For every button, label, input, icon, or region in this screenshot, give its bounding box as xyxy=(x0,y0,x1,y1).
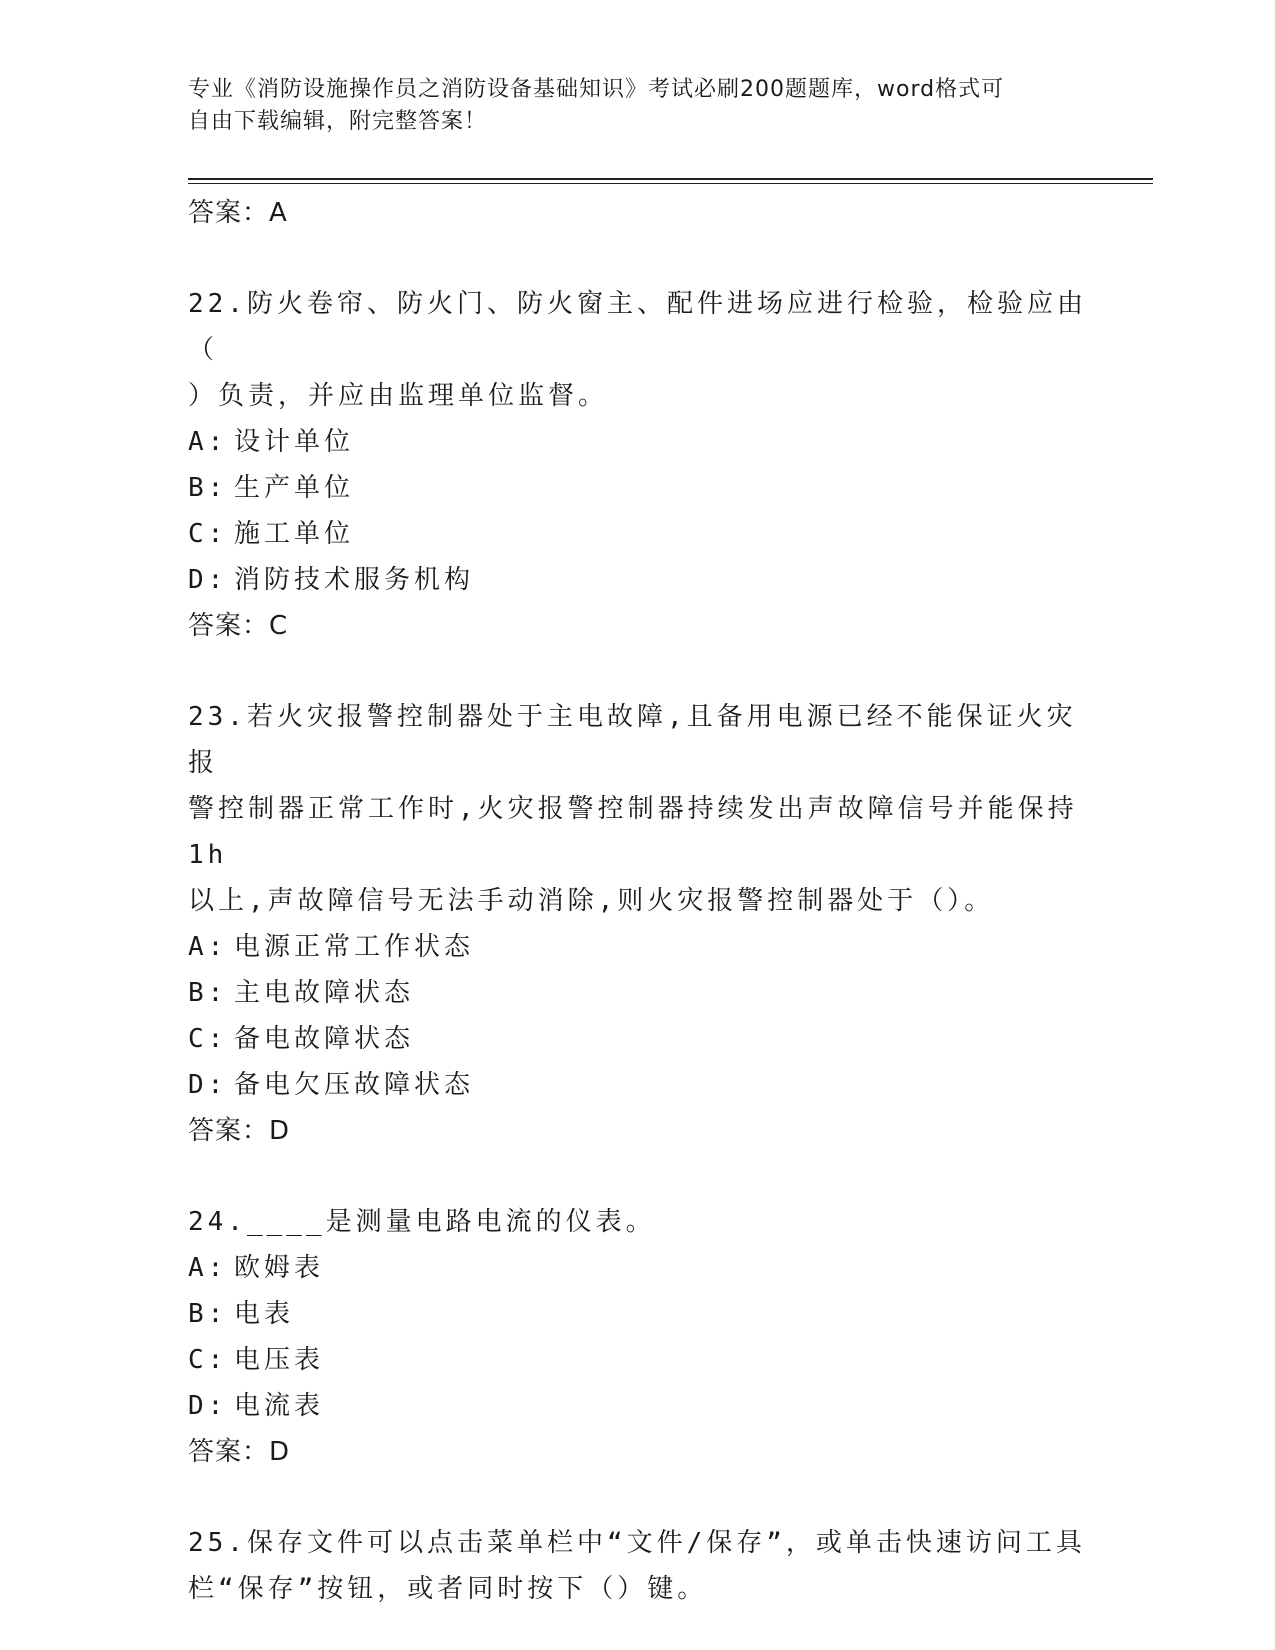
option-letter: D: xyxy=(188,565,228,595)
option-letter: C: xyxy=(188,1024,228,1054)
question-22-line-2: ）负责，并应由监理单位监督。 xyxy=(188,381,609,411)
question-23-option-d xyxy=(188,1062,1088,1108)
question-25 xyxy=(188,1520,1088,1612)
option-text: 电源正常工作状态 xyxy=(234,932,475,962)
option-letter: D: xyxy=(188,1070,228,1100)
question-list xyxy=(188,190,1088,1612)
option-text: 电流表 xyxy=(234,1391,325,1421)
option-letter: C: xyxy=(188,1345,228,1375)
document-header xyxy=(188,74,1088,138)
option-text: 欧姆表 xyxy=(234,1253,325,1283)
question-22-option-b xyxy=(188,465,1088,511)
option-letter: C: xyxy=(188,519,228,549)
question-23-option-c xyxy=(188,1016,1088,1062)
option-letter: B: xyxy=(188,978,228,1008)
question-23-line-2: 警控制器正常工作时,火灾报警控制器持续发出声故障信号并能保持1h xyxy=(188,794,1078,870)
header-line-1: 专业《消防设施操作员之消防设备基础知识》考试必刷200题题库，word格式可 xyxy=(188,77,1005,102)
option-letter: A: xyxy=(188,1253,228,1283)
option-text: 生产单位 xyxy=(234,473,355,503)
question-22-option-a xyxy=(188,419,1088,465)
question-24-option-d xyxy=(188,1383,1088,1429)
option-text: 电压表 xyxy=(234,1345,325,1375)
question-24-answer: 答案：D xyxy=(188,1437,291,1467)
header-divider-thick xyxy=(188,178,1153,180)
question-25-line-1: 25.保存文件可以点击菜单栏中“文件/保存”，或单击快速访问工具 xyxy=(188,1528,1086,1558)
option-text: 施工单位 xyxy=(234,519,355,549)
question-22-answer: 答案：C xyxy=(188,611,289,641)
option-text: 备电故障状态 xyxy=(234,1024,415,1054)
question-24-line-1: 24.____是测量电路电流的仪表。 xyxy=(188,1207,656,1237)
header-line-2: 自由下载编辑，附完整答案！ xyxy=(188,109,488,134)
question-23-line-1: 23.若火灾报警控制器处于主电故障,且备用电源已经不能保证火灾报 xyxy=(188,702,1077,778)
question-23-line-3: 以上,声故障信号无法手动消除,则火灾报警控制器处于（）。 xyxy=(188,886,995,916)
header-divider-thin xyxy=(188,183,1153,184)
question-24-option-c xyxy=(188,1337,1088,1383)
question-24-option-b xyxy=(188,1291,1088,1337)
option-text: 消防技术服务机构 xyxy=(234,565,475,595)
question-24-option-a xyxy=(188,1245,1088,1291)
option-letter: B: xyxy=(188,473,228,503)
question-24 xyxy=(188,1199,1088,1475)
question-22 xyxy=(188,281,1088,649)
previous-answer: 答案：A xyxy=(188,198,288,228)
question-22-option-d xyxy=(188,557,1088,603)
question-23-option-b xyxy=(188,970,1088,1016)
question-22-line-1: 22.防火卷帘、防火门、防火窗主、配件进场应进行检验，检验应由（ xyxy=(188,289,1087,365)
option-letter: A: xyxy=(188,427,228,457)
option-letter: B: xyxy=(188,1299,228,1329)
option-letter: A: xyxy=(188,932,228,962)
question-23-answer: 答案：D xyxy=(188,1116,291,1146)
option-text: 备电欠压故障状态 xyxy=(234,1070,475,1100)
question-22-option-c xyxy=(188,511,1088,557)
option-text: 主电故障状态 xyxy=(234,978,415,1008)
option-letter: D: xyxy=(188,1391,228,1421)
option-text: 电表 xyxy=(234,1299,295,1329)
question-25-line-2: 栏“保存”按钮，或者同时按下（）键。 xyxy=(188,1574,708,1604)
question-23-option-a xyxy=(188,924,1088,970)
question-23 xyxy=(188,694,1088,1154)
option-text: 设计单位 xyxy=(234,427,355,457)
